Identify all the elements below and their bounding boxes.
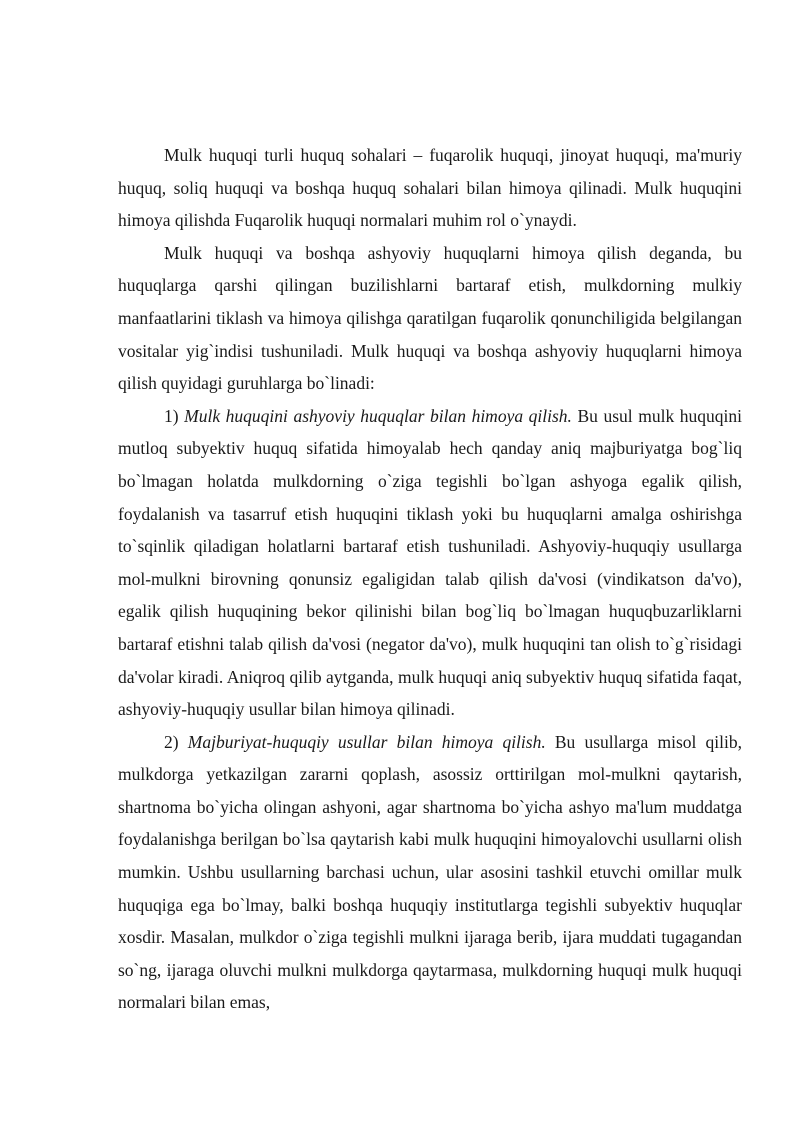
document-page — [118, 139, 742, 1019]
paragraph-text: Bu usul mulk huquqini mutloq subyektiv huquq sifatida himoyalab hech qanday aniq majburiyatga bog`liq bo`lmagan holatda mulkdorning o`ziga tegishli bo`lgan ashyoga egalik qilish, foydalanish va tasarruf etish huquqini tiklash yoki bu huquqlarni amalga oshirishga to`sqinlik qiladigan holatlarni bartaraf etish tushuniladi. Ashyoviy-huquqiy usullarga mol-mulkni birovning qonunsiz egaligidan talab qilish da'vosi (vindikatson da'vo), egalik qilish huquqining bekor qilinishi bilan bog`liq bo`lmagan huquqbuzarliklarni bartaraf etishni talab qilish da'vosi (negator da'vo), mulk huquqini tan olish to`g`risidagi da'volar kiradi. Aniqroq qilib aytganda, mulk huquqi aniq subyektiv huquq sifatida faqat, ashyoviy-huquqiy usullar bilan himoya qilinadi. — [118, 405, 743, 720]
paragraph-intro — [118, 139, 742, 237]
paragraph-item-2 — [118, 726, 742, 1019]
paragraph-text: Mulk huquqi turli huquq sohalari – fuqarolik huquqi, jinoyat huquqi, ma'muriy huquq, soliq huquqi va boshqa huquq sohalari bilan himoya qilinadi. Mulk huquqini himoya qilishda Fuqarolik huquqi normalari muhim rol o`ynaydi. — [118, 145, 742, 231]
paragraph-item-1 — [118, 400, 742, 726]
item-heading: Mulk huquqini ashyoviy huquqlar bilan himoya qilish. — [184, 405, 572, 426]
list-number: 1) — [164, 405, 185, 426]
list-number: 2) — [164, 731, 188, 752]
item-heading: Majburiyat-huquqiy usullar bilan himoya qilish. — [187, 731, 546, 752]
paragraph-text: Bu usullarga misol qilib, mulkdorga yetkazilgan zararni qoplash, asossiz orttirilgan mol-mulkni qaytarish, shartnoma bo`yicha olingan ashyoni, agar shartnoma bo`yicha ashyo ma'lum muddatga foydalanishga berilgan bo`lsa qaytarish kabi mulk huquqini himoyalovchi usullarni olish mumkin. Ushbu usullarning barchasi uchun, ular asosini tashkil etuvchi omillar mulk huquqiga ega bo`lmay, balki boshqa huquqiy institutlarga tegishli subyektiv huquqlar xosdir. Masalan, mulkdor o`ziga tegishli mulkni ijaraga berib, ijara muddati tugagandan so`ng, ijaraga oluvchi mulkni mulkdorga qaytarmasa, mulkdorning huquqi mulk huquqi normalari bilan emas, — [118, 731, 742, 1013]
paragraph-text: Mulk huquqi va boshqa ashyoviy huquqlarni himoya qilish deganda, bu huquqlarga qarshi qilingan buzilishlarni bartaraf etish, mulkdorning mulkiy manfaatlarini tiklash va himoya qilishga qaratilgan fuqarolik qonunchiligida belgilangan vositalar yig`indisi tushuniladi. Mulk huquqi va boshqa ashyoviy huquqlarni himoya qilish quyidagi guruhlarga bo`linadi: — [118, 242, 742, 394]
paragraph-definition — [118, 237, 742, 400]
